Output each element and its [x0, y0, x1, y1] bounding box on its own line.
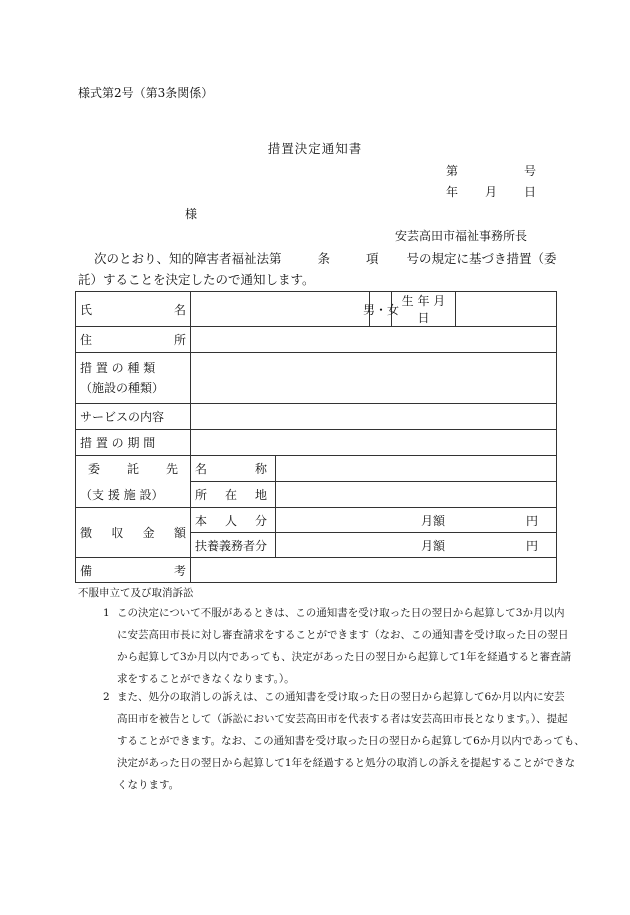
appeal-paragraph-2: 2 また、処分の取消しの訴えは、この通知書を受け取った日の翌日から起算して6か月以内に安芸 高田市を被告として（訴訟において安芸高田市を代表する者は安芸高田市長となります。）、提起 することができます。なお、この通知書を受け取った日の翌日から起算して6か月以内であっても、 決定があった日の翌日から起算して1年を経過すると処分の取消しの訴えを提起することができな くなります。 [117, 686, 562, 796]
measure-type-label: 措 置 の 種 類 （施設の種類） [76, 353, 191, 404]
fee-guardian-monthly: 月額 [420, 538, 445, 553]
paragraph-2-number: 2 [103, 691, 110, 703]
remarks-field[interactable] [191, 558, 557, 583]
row-address [76, 327, 557, 353]
contractor-label: 委 託 先 （支 援 施 設） [76, 456, 191, 508]
notice-number-suffix: 号 [523, 164, 536, 178]
period-label: 措 置 の 期 間 [76, 430, 191, 456]
address-field[interactable] [191, 327, 557, 353]
body-article: 条 [317, 251, 331, 266]
notice-form-table [75, 291, 557, 583]
issuer: 安芸高田市福祉事務所長 [395, 229, 528, 243]
date-day: 日 [523, 185, 536, 199]
notice-number-line [446, 162, 536, 179]
row-name [76, 292, 557, 327]
name-label: 氏 名 [76, 292, 191, 327]
fee-label: 徴 収 金 額 [76, 508, 191, 558]
notice-number-prefix: 第 [446, 164, 459, 178]
contractor-location-label: 所 在 地 [191, 482, 276, 508]
service-label: サービスの内容 [76, 404, 191, 430]
paragraph-1-number: 1 [103, 607, 110, 619]
fee-self-field[interactable] [276, 508, 557, 533]
service-field[interactable] [191, 404, 557, 430]
row-period [76, 430, 557, 456]
date-month: 月 [484, 185, 497, 199]
document-title: 措置決定通知書 [267, 141, 363, 156]
dob-field[interactable] [456, 292, 557, 327]
fee-guardian-field[interactable] [276, 533, 557, 558]
gender-field[interactable]: 男・女 [370, 292, 392, 327]
row-remarks [76, 558, 557, 583]
form-number: 様式第2号（第3条関係） [78, 86, 214, 100]
fee-self-label: 本 人 分 [191, 508, 276, 533]
date-year: 年 [446, 185, 459, 199]
period-field[interactable] [191, 430, 557, 456]
appeal-heading: 不服申立て及び取消訴訟 [78, 587, 194, 599]
addressee: 様 [185, 207, 198, 221]
address-label: 住 所 [76, 327, 191, 353]
body-paragraph: 項 [366, 251, 379, 266]
body-text-a: 次のとおり、知的障害者福祉法第 [94, 251, 282, 266]
contractor-name-label: 名 称 [191, 456, 276, 482]
fee-self-yen: 円 [525, 513, 538, 528]
body-text-line-1 [94, 249, 557, 267]
row-service [76, 404, 557, 430]
notice-date-line [446, 183, 536, 200]
fee-guardian-yen: 円 [525, 538, 538, 553]
body-text-b: 号の規定に基づき措置（委 [406, 251, 557, 266]
row-measure-type [76, 353, 557, 404]
row-fee-self [76, 508, 557, 533]
fee-self-monthly: 月額 [420, 513, 445, 528]
contractor-name-field[interactable] [276, 456, 557, 482]
fee-guardian-label: 扶養義務者分 [191, 533, 276, 558]
body-text-line-2: 託）することを決定したので通知します。 [78, 272, 315, 287]
name-field[interactable] [191, 292, 370, 327]
dob-label: 生 年 月 日 [392, 292, 456, 327]
remarks-label: 備 考 [76, 558, 191, 583]
measure-type-field[interactable] [191, 353, 557, 404]
contractor-location-field[interactable] [276, 482, 557, 508]
appeal-paragraph-1: 1 この決定について不服があるときは、この通知書を受け取った日の翌日から起算して3か月以内 に安芸高田市長に対し審査請求をすることができます（なお、この通知書を受け取った日の翌日 から起算して3か月以内であっても、決定があった日の翌日から起算して1年を経過すると審査請 求をすることができなくなります。）。 [117, 602, 562, 690]
row-contractor-name [76, 456, 557, 482]
